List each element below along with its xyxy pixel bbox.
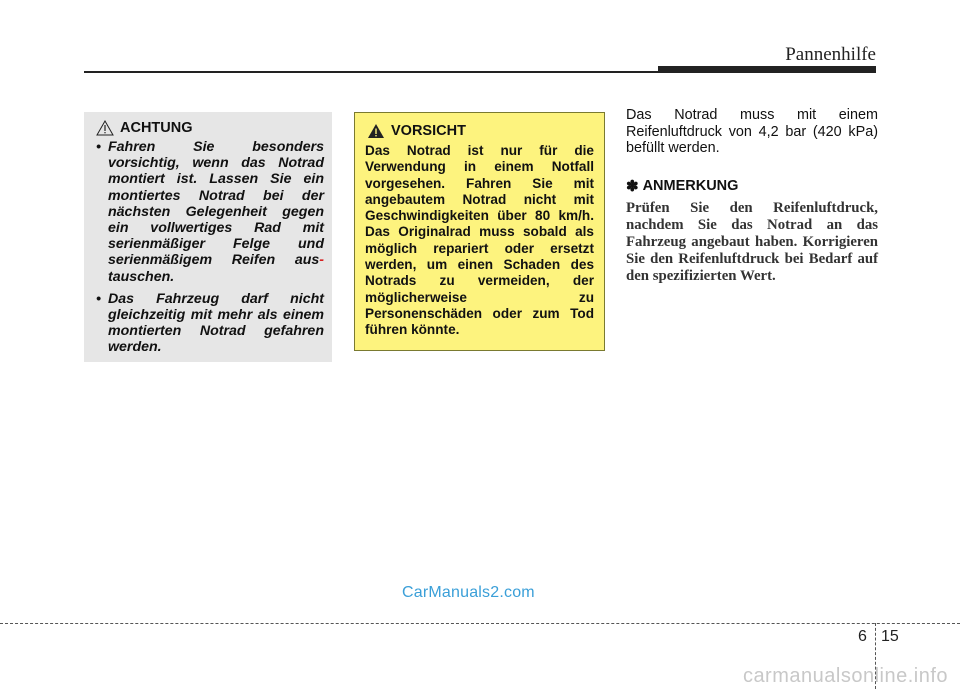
warning-triangle-icon	[367, 123, 385, 139]
caution-box	[84, 112, 332, 362]
hyphen-mark: -	[319, 252, 324, 269]
note-title: ANMERKUNG	[642, 177, 739, 194]
caution-item-text: Fahren Sie besonders vorsichtig, wenn das Notrad montiert ist. Lassen Sie ein montiertes Notrad bei der nächsten Gelegenheit gegen ein vollwertiges Rad mit serienmäßiger Felge und serienmäßigem Reifen aus	[108, 139, 324, 269]
caution-item: • Das Fahrzeug darf nicht gleichzeitig mit mehr als einem montierten Notrad gefahren werden.	[96, 290, 324, 356]
chapter-number: 6	[858, 628, 867, 645]
note-text: Prüfen Sie den Reifenluftdruck, nachdem Sie das Notrad an das Fahrzeug angebaut haben. Korrigieren Sie den Reifenluftdruck bei Bedarf auf den spezifizierten Wert.	[626, 199, 878, 284]
caution-item-tail: tauschen.	[108, 268, 175, 285]
page-number: 15	[881, 628, 899, 645]
footer-rule	[0, 623, 960, 624]
main-column	[626, 107, 878, 285]
note-header	[626, 177, 878, 195]
caution-header	[92, 120, 324, 136]
source-watermark: carmanualsonline.info	[742, 665, 948, 687]
note-asterisk-icon: ✽	[626, 177, 639, 195]
pressure-paragraph: Das Notrad muss mit einem Reifenluftdruck von 4,2 bar (420 kPa) befüllt werden.	[626, 107, 878, 156]
caution-item: • Fahren Sie besonders vorsichtig, wenn das Notrad montiert ist. Lassen Sie ein montiertes Notrad bei der nächsten Gelegenheit gegen ein vollwertiges Rad mit serienmäßiger Felge und serienmäßigem Reifen aus- tauschen.	[96, 139, 324, 285]
section-title: Pannenhilfe	[785, 44, 876, 65]
header-rule	[84, 71, 660, 73]
caution-title: ACHTUNG	[120, 120, 193, 136]
caution-item-text: Das Fahrzeug darf nicht gleichzeitig mit mehr als einem montierten Notrad gefahren werden.	[108, 290, 324, 356]
header-rule-bar	[658, 66, 876, 73]
caution-list	[92, 139, 324, 356]
caution-triangle-icon	[96, 120, 114, 136]
warning-header	[365, 123, 594, 139]
warning-box	[354, 112, 605, 351]
warning-title: VORSICHT	[391, 123, 466, 139]
warning-text: Das Notrad ist nur für die Verwendung in einem Notfall vorgesehen. Fahren Sie mit angebautem Notrad nicht mit Geschwindigkeiten über 80 km/h. Das Originalrad muss sobald als möglich repariert oder ersetzt werden, um einen Schaden des Notrads zu vermeiden, der möglicherweise zu Personenschäden oder zum Tod führen könnte.	[365, 143, 594, 338]
watermark-link[interactable]: CarManuals2.com	[402, 584, 535, 601]
